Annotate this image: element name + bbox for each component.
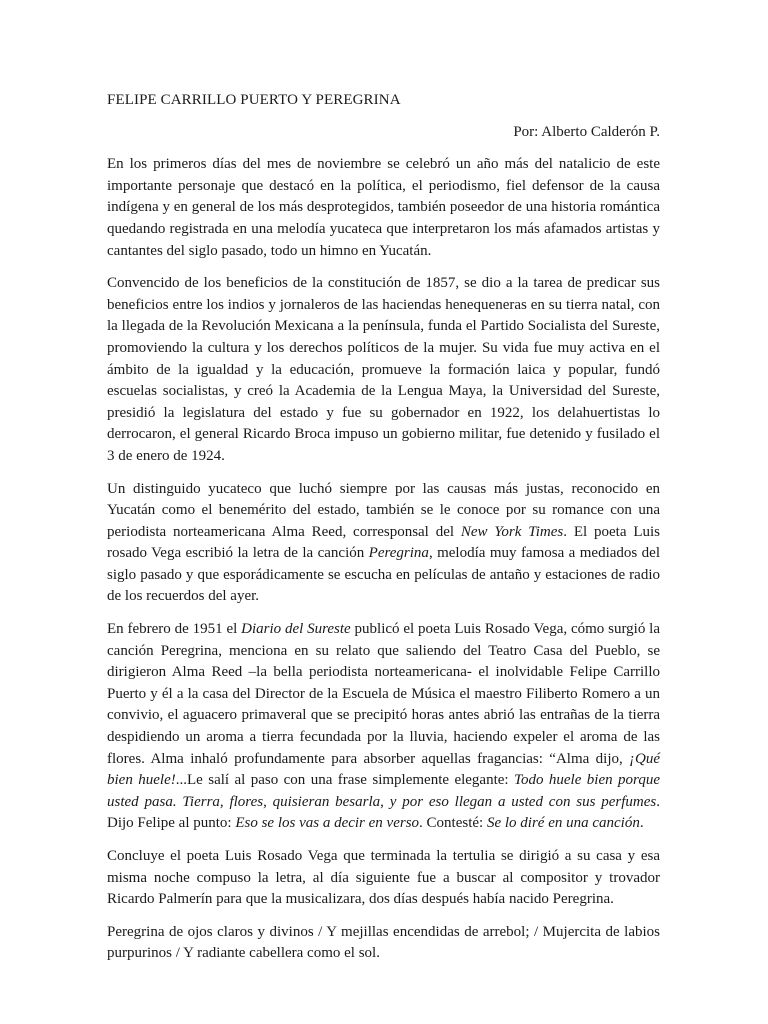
text-run: Un distinguido yucateco que luchó siempre por las causas más justas, reconocido en Yucatán como el benemérito del estado, también se le conoce por su romance con una periodista norteamericana Alma Reed, corresponsal del xyxy=(107,480,660,540)
paragraph-romance xyxy=(107,479,660,609)
paragraph-origin-story xyxy=(107,619,660,835)
document-title: FELIPE CARRILLO PUERTO Y PEREGRINA xyxy=(107,92,401,108)
text-run: ...Le salí al paso con una frase simplemente elegante: xyxy=(175,772,515,789)
italic-run: Peregrina xyxy=(368,545,429,562)
italic-run: ¡Qué bien huele! xyxy=(107,750,660,789)
text-run: . xyxy=(639,815,644,832)
paragraph-lyrics: Peregrina de ojos claros y divinos / Y mejillas encendidas de arrebol; / Mujercita de labios purpurinos / Y radiante cabellera como el sol. xyxy=(107,923,660,962)
text-run: , melodía muy famosa a mediados del siglo pasado y que esporádicamente se escucha en películas de antaño y estaciones de radio de los recuerdos del ayer. xyxy=(107,545,660,605)
text-run: . Contesté: xyxy=(419,815,487,832)
paragraph-biography: Convencido de los beneficios de la constitución de 1857, se dio a la tarea de predicar sus beneficios entre los indios y jornaleros de las haciendas henequeneras en su tierra natal, con la llegada de la Revolución Mexicana a la península, funda el Partido Socialista del Sureste, promoviendo la cultura y los derechos políticos de la mujer. Su vida fue muy activa en el ámbito de la igualdad y la educación, promueve la formación laica y popular, fundó escuelas socialistas, y creó la Academia de la Lengua Maya, la Universidad del Sureste, presidió la legislatura del estado y fue su gobernador en 1922, los delahuertistas lo derrocaron, el general Ricardo Broca impuso un gobierno militar, fue detenido y fusilado el 3 de enero de 1924. xyxy=(107,275,660,464)
text-run: publicó el poeta Luis Rosado Vega, cómo surgió la canción Peregrina, menciona en su relato que saliendo del Teatro Casa del Pueblo, se dirigieron Alma Reed –la bella periodista norteamericana- el inolvidable Felipe Carrillo Puerto y él a la casa del Director de la Escuela de Música el maestro Filiberto Romero a un convivio, el aguacero primaveral que se precipitó horas antes abrió las entrañas de la tierra despidiendo un aroma a tierra fecundada por la lluvia, haciendo expeler el aroma de las flores. Alma inhaló profundamente para absorber aquellas fragancias: “Alma dijo, xyxy=(107,621,660,767)
italic-run: Se lo diré en una canción xyxy=(486,815,640,832)
text-run: . El poeta Luis rosado Vega escribió la letra de la canción xyxy=(107,523,661,562)
italic-run: New York Times xyxy=(460,523,564,540)
author-byline: Por: Alberto Calderón P. xyxy=(513,123,660,140)
paragraph-intro: En los primeros días del mes de noviembre se celebró un año más del natalicio de este importante personaje que destacó en la política, el periodismo, fiel defensor de la causa indígena y en general de los más desprotegidos, también poseedor de una historia romántica quedando registrada en una melodía yucateca que interpretaron los más afamados artistas y cantantes del siglo pasado, todo un himno en Yucatán. xyxy=(107,156,660,259)
text-run: . Dijo Felipe al punto: xyxy=(107,793,660,832)
italic-run: Diario del Sureste xyxy=(241,621,351,638)
italic-run: Eso se los vas a decir en verso xyxy=(235,815,420,832)
text-run: En febrero de 1951 el xyxy=(107,621,242,638)
italic-run: Todo huele bien porque usted pasa. Tierra, flores, quisieran besarla, y por eso llegan a usted con sus perfumes xyxy=(107,772,660,810)
paragraph-conclusion: Concluye el poeta Luis Rosado Vega que terminada la tertulia se dirigió a su casa y esa misma noche compuso la letra, al día siguiente fue a buscar al compositor y trovador Ricardo Palmerín para que la musicalizara, dos días después había nacido Peregrina. xyxy=(107,848,660,908)
document-body xyxy=(107,90,660,976)
